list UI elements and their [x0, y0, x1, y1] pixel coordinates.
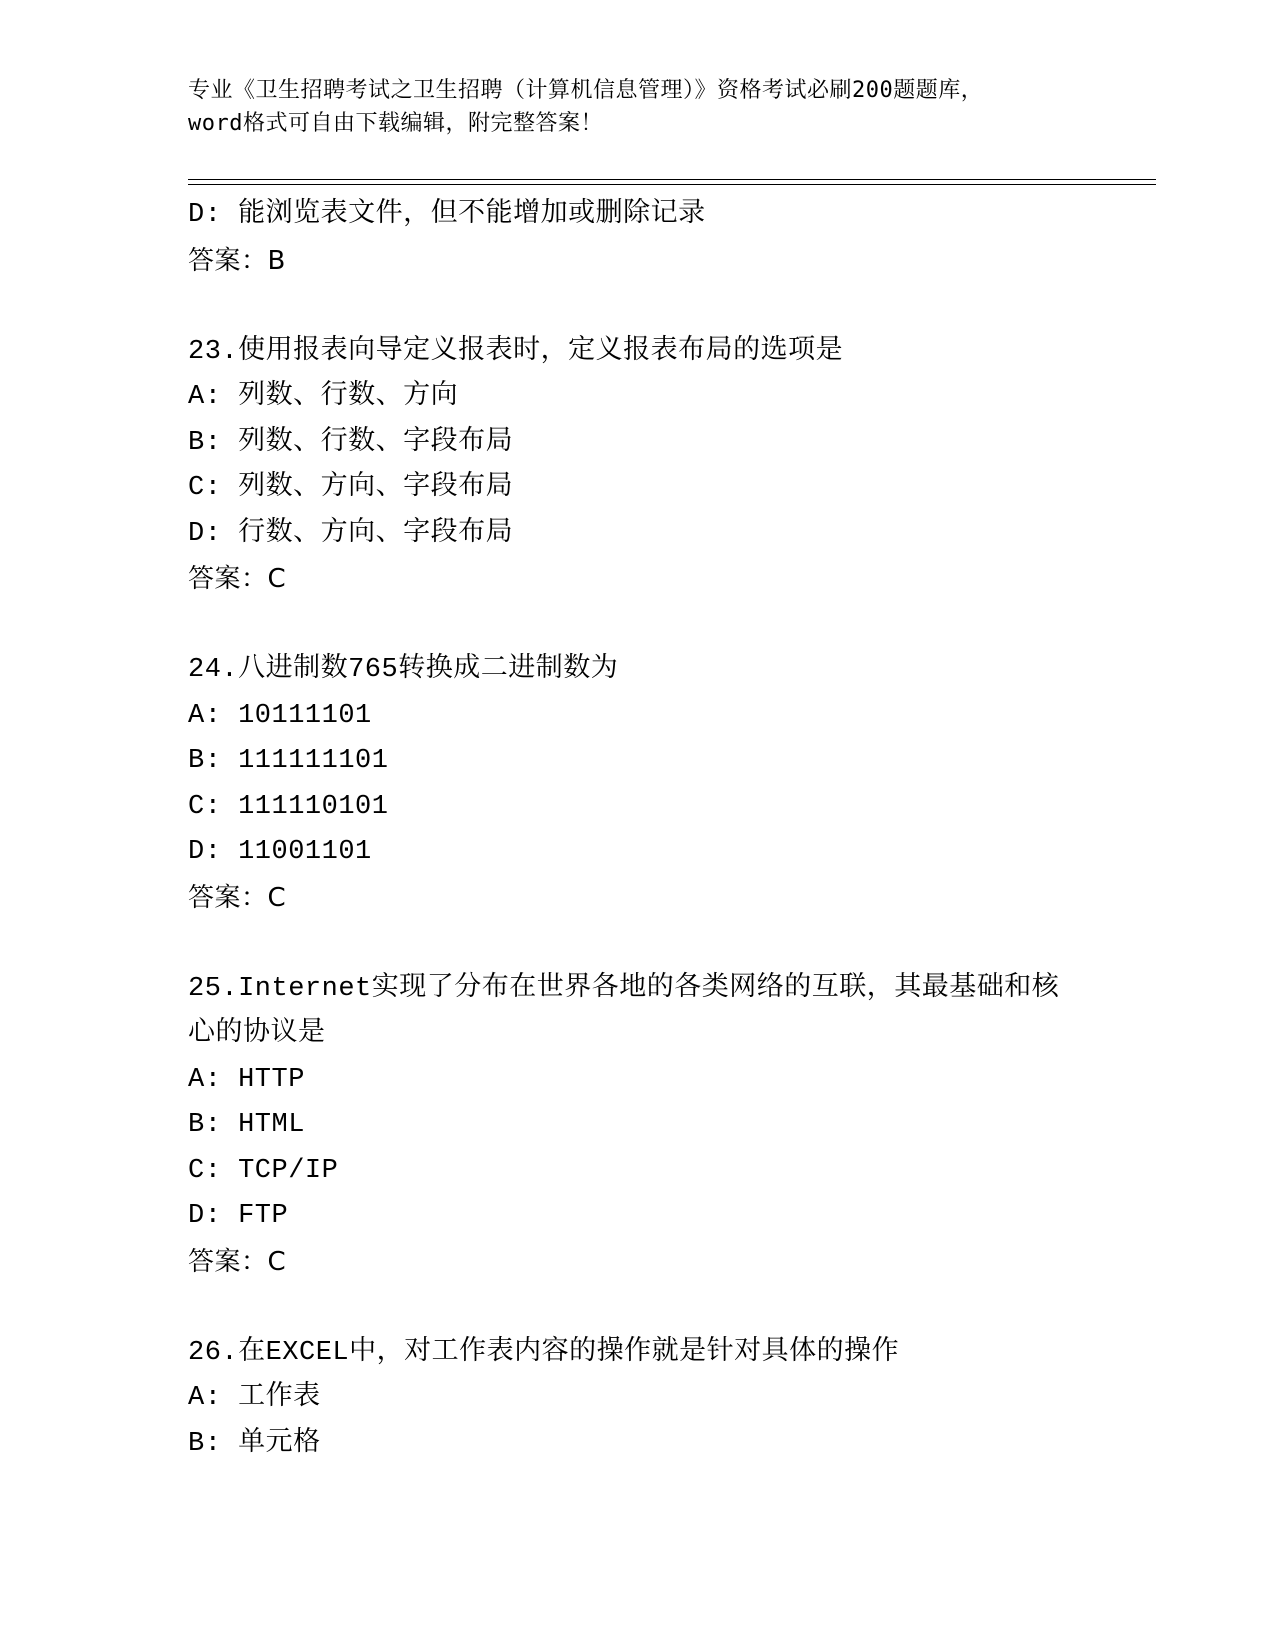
header-title-line-2: word格式可自由下载编辑，附完整答案！	[188, 111, 603, 136]
option-a: A: HTTP	[188, 1064, 305, 1095]
header-title-line-1: 专业《卫生招聘考试之卫生招聘（计算机信息管理）》资格考试必刷200题题库，	[188, 78, 984, 103]
header-divider-bottom	[188, 184, 1156, 185]
question-spacer	[188, 1285, 1088, 1331]
question-spacer	[188, 603, 1088, 649]
option-d: D: FTP	[188, 1201, 289, 1231]
option-b: B: 111111101	[188, 746, 389, 776]
question-spacer	[188, 284, 1088, 330]
option-a: A: 10111101	[188, 700, 372, 731]
question-24	[188, 648, 1088, 921]
question-26	[188, 1331, 1088, 1468]
question-spacer	[188, 921, 1088, 967]
option-c: C: 111110101	[188, 791, 389, 822]
question-list	[188, 193, 1088, 1467]
question-stem: 24.八进制数765转换成二进制数为	[188, 655, 619, 685]
question-stem-line-1: 25.Internet实现了分布在世界各地的各类网络的互联，其最基础和核	[188, 973, 1060, 1004]
question-stem-line-2: 心的协议是	[188, 1019, 326, 1049]
option-c: C: TCP/IP	[188, 1155, 339, 1186]
option-a: A: 列数、行数、方向	[188, 382, 459, 412]
question-22-tail	[188, 193, 1088, 284]
option-d: D: 能浏览表文件，但不能增加或删除记录	[188, 200, 706, 230]
document-header	[188, 74, 1088, 140]
answer: 答案：C	[188, 882, 287, 913]
header-divider-top	[188, 179, 1156, 180]
answer: 答案：B	[188, 245, 286, 276]
option-b: B: HTML	[188, 1110, 305, 1140]
question-stem: 26.在EXCEL中，对工作表内容的操作就是针对具体的操作	[188, 1337, 900, 1368]
option-a: A: 工作表	[188, 1383, 321, 1413]
option-b: B: 单元格	[188, 1428, 321, 1459]
question-23	[188, 330, 1088, 603]
option-d: D: 11001101	[188, 837, 372, 867]
option-c: C: 列数、方向、字段布局	[188, 473, 514, 503]
question-stem: 23.使用报表向导定义报表时，定义报表布局的选项是	[188, 336, 844, 367]
option-b: B: 列数、行数、字段布局	[188, 427, 514, 458]
question-25	[188, 967, 1088, 1286]
answer: 答案：C	[188, 1246, 287, 1277]
option-d: D: 行数、方向、字段布局	[188, 518, 514, 549]
answer: 答案：C	[188, 564, 287, 594]
